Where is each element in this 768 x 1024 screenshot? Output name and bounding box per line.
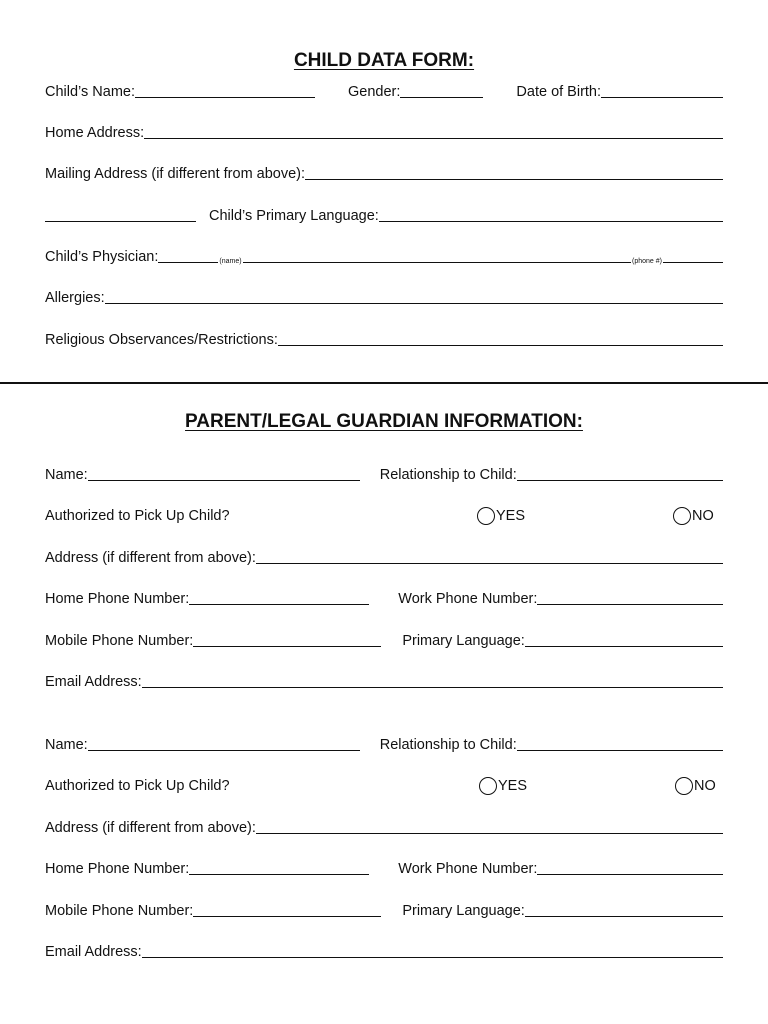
guardian-2-mobile-phone-label: Mobile Phone Number:	[45, 903, 194, 919]
gender-label: Gender:	[348, 84, 401, 100]
guardian-2-mobile-row	[45, 899, 723, 921]
guardian-1-address-label: Address (if different from above):	[45, 550, 256, 566]
guardian-1-email-field[interactable]	[142, 686, 723, 688]
guardian-section-title: PARENT/LEGAL GUARDIAN INFORMATION:	[185, 411, 583, 432]
guardian-2-name-label: Name:	[45, 737, 88, 753]
child-name-field[interactable]	[135, 96, 315, 98]
guardian-1-name-field[interactable]	[88, 479, 360, 481]
guardian-1-name-label: Name:	[45, 467, 88, 483]
guardian-2-relationship-field[interactable]	[517, 749, 723, 751]
guardian-1-email-row	[45, 670, 723, 692]
home-address-field[interactable]	[144, 137, 723, 139]
guardian-1-address-field[interactable]	[256, 562, 723, 564]
guardian-1-relationship-label: Relationship to Child:	[379, 467, 517, 483]
guardian-2-language-field[interactable]	[525, 915, 723, 917]
guardian-1-mobile-row	[45, 629, 723, 651]
guardian-1-pickup-label: Authorized to Pick Up Child?	[45, 508, 230, 524]
guardian-1-yes-label: YES	[496, 508, 526, 524]
guardian-2-no-label: NO	[694, 778, 716, 794]
guardian-1-yes-radio[interactable]	[477, 507, 495, 525]
physician-phone-field[interactable]	[663, 261, 723, 263]
guardian-2-yes-option[interactable]	[479, 777, 527, 796]
guardian-2-email-label: Email Address:	[45, 944, 142, 960]
religious-field[interactable]	[278, 344, 723, 346]
guardian-2-home-phone-label: Home Phone Number:	[45, 861, 190, 877]
home-address-row	[45, 121, 723, 143]
guardian-2-work-phone-field[interactable]	[537, 873, 723, 875]
physician-name-field-start[interactable]	[158, 261, 218, 263]
mailing-address-continued-field[interactable]	[45, 220, 196, 222]
guardian-2-address-field[interactable]	[256, 832, 723, 834]
allergies-field[interactable]	[105, 302, 723, 304]
guardian-2-pickup-label: Authorized to Pick Up Child?	[45, 778, 230, 794]
physician-row	[45, 245, 723, 267]
guardian-2-work-phone-label: Work Phone Number:	[398, 861, 538, 877]
mailing-address-label: Mailing Address (if different from above):	[45, 166, 306, 182]
religious-label: Religious Observances/Restrictions:	[45, 332, 278, 348]
child-name-row	[45, 80, 723, 102]
physician-label: Child’s Physician:	[45, 249, 159, 265]
guardian-2-relationship-label: Relationship to Child:	[379, 737, 517, 753]
allergies-label: Allergies:	[45, 290, 105, 306]
guardian-2-no-radio[interactable]	[675, 777, 693, 795]
guardian-1-no-radio[interactable]	[673, 507, 691, 525]
dob-field[interactable]	[601, 96, 723, 98]
guardian-1-no-option[interactable]	[673, 507, 714, 526]
physician-name-hint: (name)	[219, 258, 242, 265]
guardian-2-yes-radio[interactable]	[479, 777, 497, 795]
guardian-2-mobile-phone-field[interactable]	[193, 915, 381, 917]
guardian-2-address-label: Address (if different from above):	[45, 820, 256, 836]
guardian-1-language-label: Primary Language:	[402, 633, 525, 649]
mailing-address-field[interactable]	[305, 178, 723, 180]
guardian-1-name-row	[45, 463, 723, 485]
guardian-1-mobile-phone-label: Mobile Phone Number:	[45, 633, 194, 649]
guardian-2-no-option[interactable]	[675, 777, 716, 796]
guardian-1-language-field[interactable]	[525, 645, 723, 647]
guardian-2-yes-label: YES	[498, 778, 528, 794]
child-language-label: Child’s Primary Language:	[209, 208, 379, 224]
guardian-1-no-label: NO	[692, 508, 714, 524]
guardian-1-phone-row	[45, 587, 723, 609]
home-address-label: Home Address:	[45, 125, 145, 141]
guardian-2-email-field[interactable]	[142, 956, 723, 958]
guardian-2-pickup-row	[45, 774, 723, 796]
guardian-1-relationship-field[interactable]	[517, 479, 723, 481]
guardian-1-mobile-phone-field[interactable]	[193, 645, 381, 647]
mailing-address-row	[45, 162, 723, 184]
physician-name-field[interactable]	[243, 261, 631, 263]
guardian-2-name-row	[45, 733, 723, 755]
guardian-2-language-label: Primary Language:	[402, 903, 525, 919]
allergies-row	[45, 286, 723, 308]
guardian-2-name-field[interactable]	[88, 749, 360, 751]
child-language-row	[45, 204, 723, 226]
guardian-1-home-phone-label: Home Phone Number:	[45, 591, 190, 607]
guardian-1-home-phone-field[interactable]	[189, 603, 369, 605]
physician-phone-hint: (phone #)	[632, 258, 662, 265]
guardian-1-pickup-row	[45, 504, 723, 526]
child-form-title: CHILD DATA FORM:	[293, 50, 475, 71]
guardian-2-home-phone-field[interactable]	[189, 873, 369, 875]
guardian-2-email-row	[45, 940, 723, 962]
guardian-1-work-phone-label: Work Phone Number:	[398, 591, 538, 607]
child-language-field[interactable]	[379, 220, 723, 222]
dob-label: Date of Birth:	[516, 84, 602, 100]
guardian-1-work-phone-field[interactable]	[537, 603, 723, 605]
guardian-2-address-row	[45, 816, 723, 838]
religious-row	[45, 328, 723, 350]
child-name-label: Child’s Name:	[45, 84, 135, 100]
guardian-1-address-row	[45, 546, 723, 568]
gender-field[interactable]	[400, 96, 483, 98]
guardian-1-yes-option[interactable]	[477, 507, 525, 526]
guardian-2-phone-row	[45, 857, 723, 879]
guardian-1-email-label: Email Address:	[45, 674, 142, 690]
section-divider	[0, 382, 768, 384]
